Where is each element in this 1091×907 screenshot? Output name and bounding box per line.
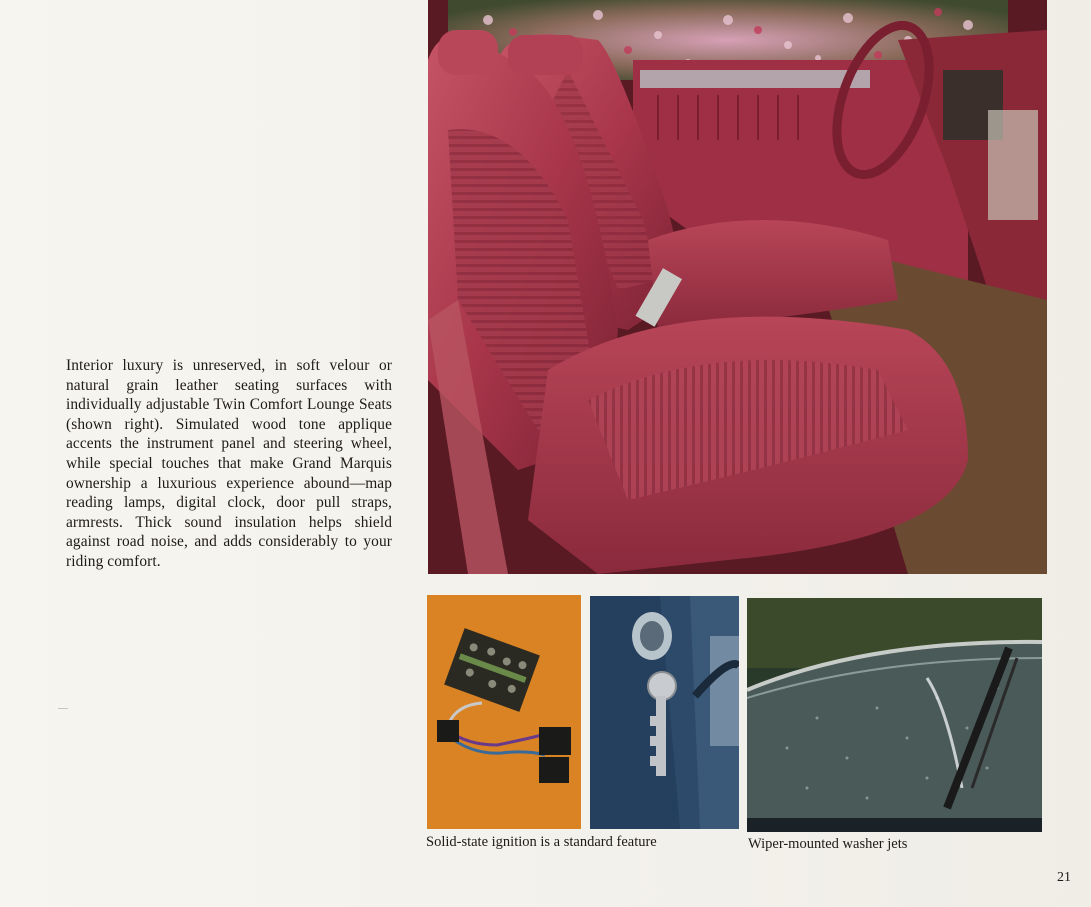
ignition-module-illustration [427, 595, 581, 829]
ignition-caption: Solid-state ignition is a standard feature [426, 834, 657, 850]
ignition-module-photo [427, 595, 581, 829]
body-text: Interior luxury is unreserved, in soft velour or natural grain leather seating surfaces with individually adjustable Twin Comfort Lounge Seats (shown right). Simulated wood tone applique accents the instrument panel and steering wheel, while special touches that make Grand Marquis ownership a luxurious experience abound—map reading lamps, digital clock, door pull straps, armrests. Thick sound insulation helps shield against road noise, and adds considerably to your riding comfort. [66, 357, 392, 570]
print-speck [58, 708, 68, 709]
interior-seats-illustration [428, 0, 1047, 574]
interior-seats-photo [428, 0, 1047, 574]
washer-caption: Wiper-mounted washer jets [748, 836, 908, 852]
windshield-washer-photo [747, 598, 1042, 832]
ignition-key-illustration [590, 596, 739, 829]
windshield-washer-illustration [747, 598, 1042, 832]
ignition-key-photo [590, 596, 739, 829]
page-number: 21 [1057, 870, 1071, 885]
